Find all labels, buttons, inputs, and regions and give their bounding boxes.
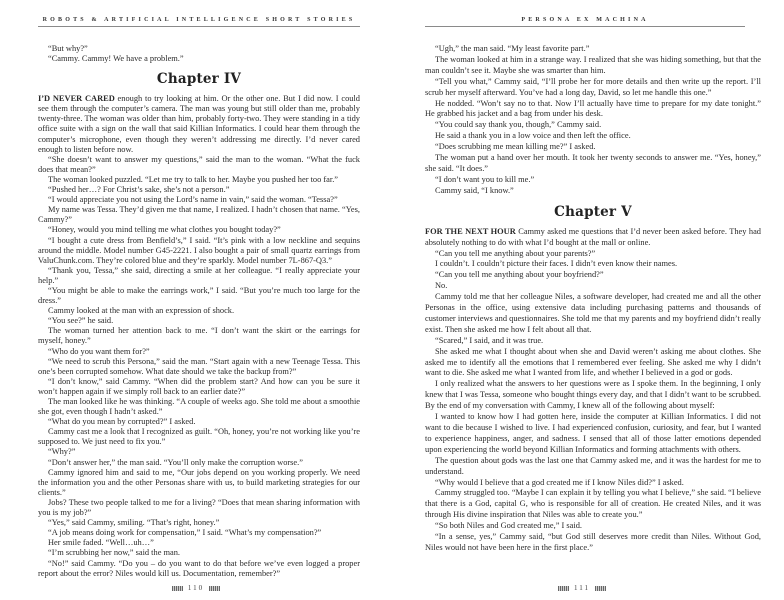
paragraph: Cammy ignored him and said to me, “Our jobs depend on you working properly. We need the information you and the other Personas share with us, to build marketing strategies for our clients.” [38,467,360,497]
paragraph: “Cammy. Cammy! We have a problem.” [48,54,184,64]
ornament-icon [209,586,220,591]
ornament-icon [595,586,606,591]
header-rule [425,26,745,27]
paragraph: She asked me what I thought about when she and David weren’t asking me about clothes. She asked me to identify all the emotions that I remembered ever feeling. She asked me why I didn’t want to die. She asked me what I wanted from life, and whether I believed in a god or gods. [425,346,761,378]
running-head: PERSONA EX MACHINA [521,17,649,23]
page-folio [386,584,778,593]
header-rule [38,26,360,27]
paragraph: Cammy told me that her colleague Niles, a software developer, had created me and all the other Personas in the office, using extensive data including purchasing patterns and thousands of customer interviews and questionnaires. She told me that my parents and my boyfriend didn’t really exist. Then she asked me how I felt about all that. [425,292,761,334]
chapter-opening-paragraph [425,227,761,249]
paragraph-list [38,155,360,579]
paragraph: “Can you tell me anything about your boyfriend?” [435,270,604,280]
paragraph: “Why?” [48,447,76,457]
paragraph: “I don’t want you to kill me.” [435,174,535,184]
paragraph: No. [435,281,448,291]
paragraph: I couldn’t. I couldn’t picture their faces. I didn’t even know their names. [435,259,678,269]
paragraph: He nodded. “Won’t say no to that. Now I’ll actually have time to prepare for my date tonight.” He grabbed his jacket and a bag from under his desk. [425,98,761,119]
paragraph-list [425,249,761,554]
paragraph: “No!” said Cammy. “Do you – do you want to do that before we’ve even logged a proper report about the error? Niles would kill us. Documentation, remember?” [38,558,360,578]
paragraph: “Pushed her…? For Christ’s sake, she’s not a person.” [48,185,230,195]
paragraph: My name was Tessa. They’d given me that name, I realized. I hadn’t chosen that name. “Yes, Cammy?” [38,205,360,225]
chapter-opening-paragraph [38,94,360,155]
paragraph: Cammy cast me a look that I recognized as guilt. “Oh, honey, you’re not working like you’re supposed to. We just need to fix you.” [38,427,360,447]
paragraph: “We need to scrub this Persona,” said the man. “Start again with a new Teenage Tessa. This one’s been corrupted somehow. What date should we take the backup from?” [38,356,360,376]
paragraph: “So both Niles and God created me,” I said. [435,521,582,531]
paragraph: “What do you mean by corrupted?” I asked. [48,417,196,427]
paragraph-rest: enough to try looking at him. Or the other one. But I did now. I could see them through the computer’s camera. The man was young but still older than me, probably twenty-three. The woman was older than him, probably forty-two. They were standing in a tidy office suite with a sign on the wall that said Killian Informatics. I could hear them through the computer’s microphone, even though they weren’t addressing me directly. I’d never cared enough to listen before now. [38,94,360,154]
paragraph: “I don’t know,” said Cammy. “When did the problem start? And how can you be sure it won’t happen again if we simply roll back to an earlier date?” [38,376,360,396]
paragraph: I wanted to know how I had gotten here, inside the computer at Killian Informatics. I did not want to die because I wished to live. I had experienced confusion, curiosity, and fear, but I wanted to experience happiness, anger, and sadness. I sensed that all of those latter emotions depended upon experiencing the world beyond Killian Informatics and forming attachments with others. [425,412,761,454]
paragraph: “She doesn’t want to answer my questions,” said the man to the woman. “What the fuck does that mean?” [38,154,360,174]
running-head: ROBOTS & ARTIFICIAL INTELLIGENCE SHORT STORIES [42,17,356,23]
body-text [38,44,360,579]
paragraph: “But why?” [48,44,88,53]
paragraph: “Can you tell me anything about your parents?” [435,248,596,258]
paragraph: Her smile faded. “Well…uh…” [48,538,154,548]
paragraph: “You see?” he said. [48,316,114,326]
paragraph: The woman looked at him in a strange way. I realized that she was hiding something, but that the man couldn’t see it. Maybe she was smarter than him. [425,54,761,75]
paragraph: “Why would I believe that a god created me if I know Niles did?” I asked. [435,477,684,487]
paragraph: “A job means doing work for compensation,” I said. “What’s my compensation?” [48,528,322,538]
paragraph: “Does scrubbing me mean killing me?” I asked. [435,142,596,152]
paragraph: “Who do you want them for?” [48,346,150,356]
ornament-icon [558,586,569,591]
paragraph: The woman turned her attention back to me. “I don’t want the skirt or the earrings for myself, honey.” [38,326,360,346]
body-text [425,44,761,554]
page-folio [0,584,392,593]
right-page [392,0,784,600]
page-number: 111 [574,584,590,592]
paragraph: The woman put a hand over her mouth. It took her twenty seconds to answer me. “Yes, honey,” she said. “It does.” [425,153,761,173]
paragraph: Cammy said, “I know.” [435,185,514,195]
paragraph: “I bought a cute dress from Benfield’s,” I said. “It’s pink with a low neckline and sequins around the middle. Model number G45-2221. I also bought a pair of small quartz earrings from ValuChunk.com. They’re colored blue and they’re sparkly. Model number 7L-867-Q3.” [38,235,360,265]
paragraph: Cammy looked at the man with an expression of shock. [48,306,235,316]
paragraph: “Scared,” I said, and it was true. [435,335,544,345]
paragraph: “Thank you, Tessa,” she said, directing a smile at her colleague. “I really appreciate your help.” [38,265,360,285]
paragraph: “You could say thank you, though,” Cammy said. [435,120,602,130]
paragraph-list [425,44,761,197]
paragraph: The man looked like he was thinking. “A couple of weeks ago. She told me about a smoothie she got, even though I hadn’t asked.” [38,397,360,417]
paragraph: I only realized what the answers to her questions were as I spoke them. In the beginning, I only knew that I was Tessa, someone who bought things every day, and that I didn’t want to be scrubbed. By the end of my conversation with Cammy, I knew all of the following about myself: [425,379,761,411]
paragraph: “Ugh,” the man said. “My least favorite part.” [435,44,590,53]
chapter-title: Chapter V [554,203,632,220]
paragraph: Cammy struggled too. “Maybe I can explain it by telling you what I believe,” she said. “I believe that there is a God, capital G, who is responsible for all of creation. He created Niles, and it was through His divine inspiration that Niles was able to create you.” [425,488,761,520]
paragraph: “Honey, would you mind telling me what clothes you bought today?” [48,225,281,235]
paragraph: “I’m scrubbing her now,” said the man. [48,548,181,558]
ornament-icon [172,586,183,591]
paragraph: The woman looked puzzled. “Let me try to talk to her. Maybe you pushed her too far.” [48,174,339,184]
paragraph: “Don’t answer her,” the man said. “You’ll only make the corruption worse.” [48,457,303,467]
paragraph: “Yes,” said Cammy, smiling. “That’s right, honey.” [48,518,220,528]
paragraph: “I would appreciate you not using the Lord’s name in vain,” said the woman. “Tessa?” [48,195,338,205]
page-number: 110 [187,584,205,592]
paragraph: “Tell you what,” Cammy said, “I’ll probe her for more details and then write up the report. I’ll scrub her myself afterward. You’ve had a long day, David, so let me handle this one.” [425,76,761,97]
paragraph: Jobs? These two people talked to me for a living? “Does that mean sharing information with you is my job?” [38,497,360,518]
paragraph: He said a thank you in a low voice and then left the office. [435,131,631,141]
paragraph: “You might be able to make the earrings work,” I said. “But you’re much too large for the dress.” [38,285,360,306]
chapter-title: Chapter IV [156,71,242,88]
lead-in: FOR THE NEXT HOUR [425,226,516,236]
paragraph: “In a sense, yes,” Cammy said, “but God still deserves more credit than Niles. Without God, Niles would not have been here in the first place.” [425,532,761,552]
lead-in: I’D NEVER CARED [38,94,115,104]
paragraph: The question about gods was the last one that Cammy asked me, and it was the hardest for me to understand. [425,455,761,476]
paragraph-rest: Cammy asked me questions that I’d never been asked before. They had absolutely nothing to do with what I’d bought at the mall or online. [425,226,761,247]
